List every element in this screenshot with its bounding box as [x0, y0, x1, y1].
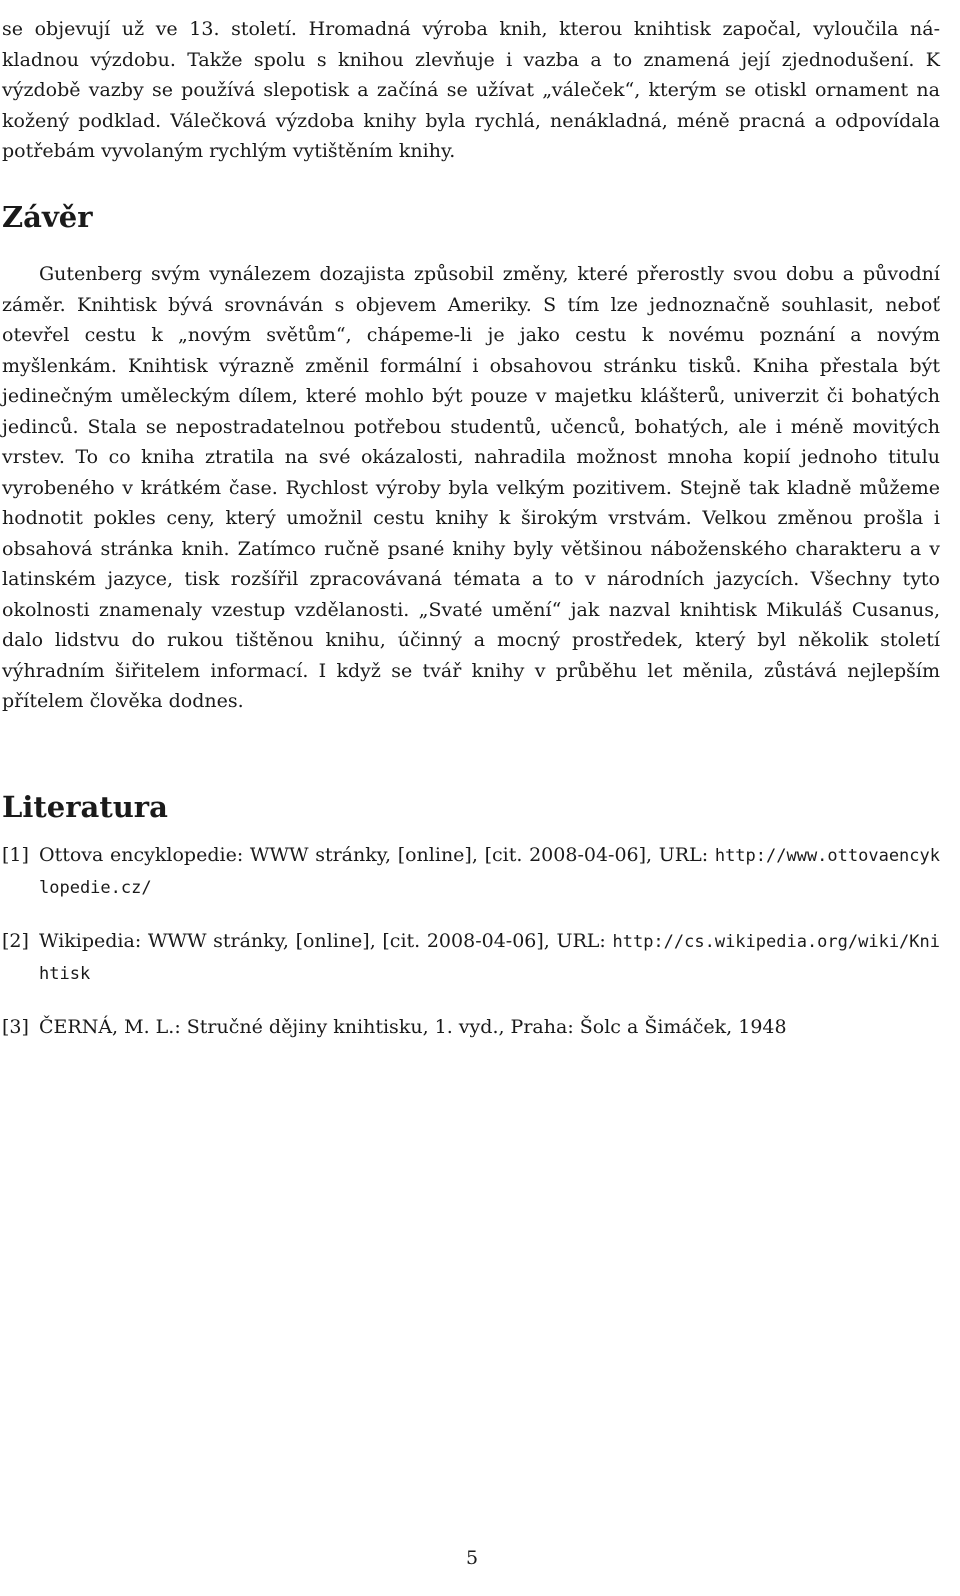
conclusion-paragraph: Gutenberg svým vynálezem dozajista způsobil změny, které přerostly svou dobu a původní záměr. Knihtisk bývá srovnáván s objevem Ameriky. S tím lze jednoznačně souhlasit, neboť otevřel cestu k „novým světům“, chápeme-li je jako cestu k novému poznání a novým myšlenkám. Knihtisk výrazně změnil formální i obsahovou stránku tisků. Kniha přestala být jedinečným uměleckým dílem, které mohlo být pouze v majetku klášterů, univerzit či bohatých jedinců. Stala se nepostradatelnou potřebou studentů, učenců, bohatých, ale i méně movitých vrstev. To co kniha ztratila na své okázalosti, nahradila možnost mnoha kopií jednoho titulu vyrobeného v krátkém čase. Rychlost výroby byla velkým pozitivem. Stejně tak kladně můžeme hodnotit pokles ceny, který umožnil cestu knihy k širokým vrstvám. Velkou změnou prošla i obsahová stránka knih. Zatímco ručně psané knihy byly většinou náboženského charakteru a v latinském jazyce, tisk rozšířil zpracovávaná témata a to v národních jazycích. Všechny tyto okolnosti znamenaly vzestup vzdělanosti. „Svaté umění“ jak nazval knihtisk Mikuláš Cusanus, dalo lidstvu do rukou tištěnou knihu, účinný a mocný prostředek, který byl několik století výhradním šiřitelem informací. I když se tvář knihy v průběhu let měnila, zůstává nejlepším přítelem člověka dodnes. — [2, 263, 940, 712]
conclusion-heading: Závěr — [2, 200, 93, 234]
reference-text: ČERNÁ, M. L.: Stručné dějiny knihtisku, 1. vyd., Praha: Šolc a Šimáček, 1948 — [39, 1016, 787, 1038]
page-number: 5 — [465, 1547, 479, 1569]
reference-url-link[interactable]: http://cs.wikipedia.org/wiki/Knihtisk — [39, 932, 940, 984]
reference-text: Ottova encyklopedie: WWW stránky, [online], [cit. 2008-04-06], URL: — [39, 844, 715, 866]
bibliography-heading: Literatura — [2, 790, 168, 824]
reference-item — [2, 1012, 940, 1043]
reference-number: [2] — [2, 930, 29, 952]
reference-url-link[interactable]: http://www.ottovaencyklopedie.cz/ — [39, 846, 940, 898]
reference-item — [2, 840, 940, 903]
reference-number: [1] — [2, 844, 29, 866]
reference-text: Wikipedia: WWW stránky, [online], [cit. 2008-04-06], URL: — [39, 930, 613, 952]
reference-item — [2, 926, 940, 989]
intro-paragraph: se objevují už ve 13. století. Hromadná výroba knih, kterou knihtisk započal, vyloučila ná-kladnou výzdobu. Takže spolu s knihou zlevňuje i vazba a to znamená její zjednodušení. K výzdobě vazby se používá slepotisk a začíná se užívat „váleček“, kterým se otiskl ornament na kožený podklad. Válečková výzdoba knihy byla rychlá, nenákladná, méně pracná a odpovídala potřebám vyvolaným rychlým vytištěním knihy. — [2, 18, 940, 162]
reference-number: [3] — [2, 1016, 29, 1038]
bibliography-list — [2, 840, 940, 1066]
